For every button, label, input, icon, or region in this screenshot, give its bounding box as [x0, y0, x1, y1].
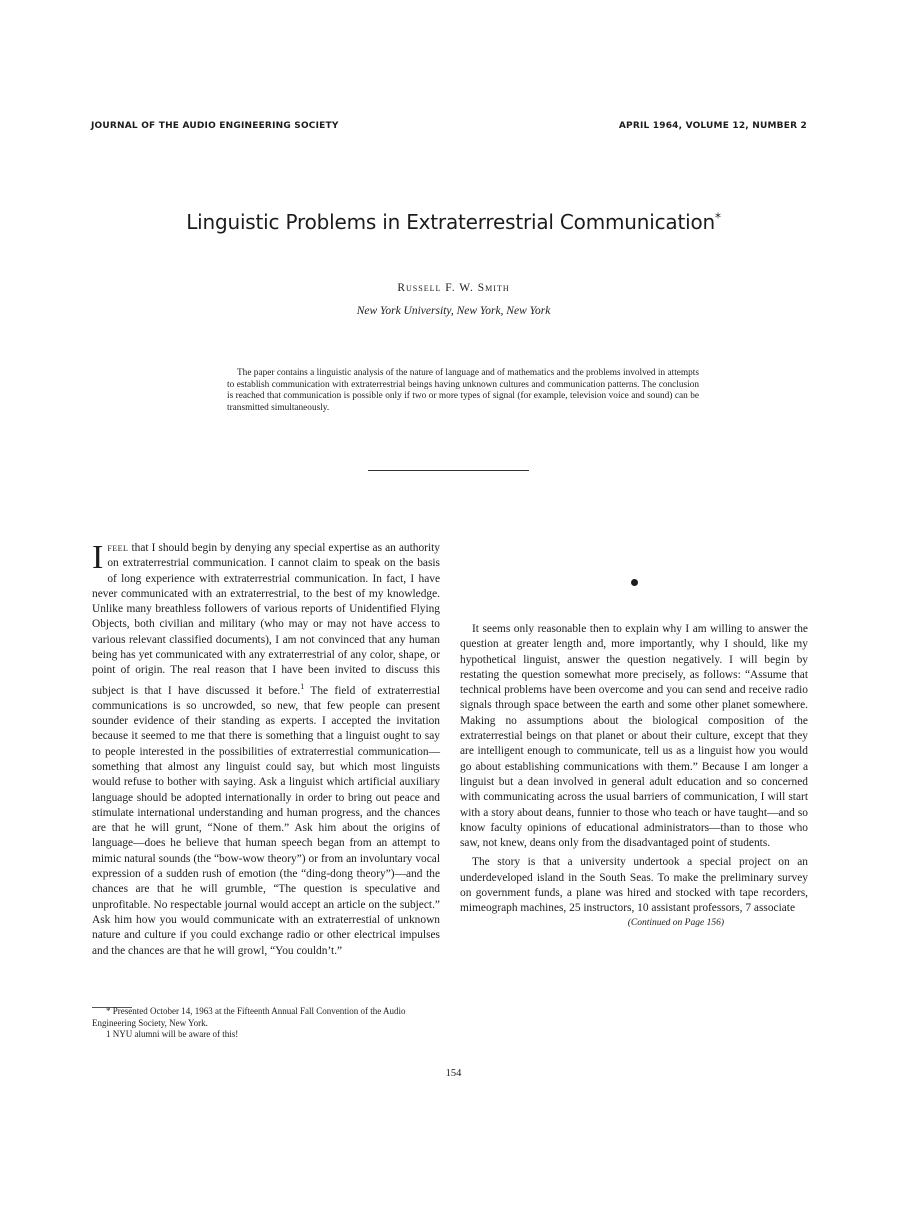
author-name: Russell F. W. Smith	[397, 282, 510, 294]
article-title	[0, 210, 907, 234]
continued-note: (Continued on Page 156)	[627, 917, 724, 928]
title-footnote-mark: *	[714, 210, 721, 225]
lead-in-words: feel	[107, 542, 129, 554]
section-break-dot	[631, 579, 638, 586]
column-left	[92, 541, 440, 959]
footnote-star: * Presented October 14, 1963 at the Fifteenth Annual Fall Convention of the Audio Engineering Society, New York.	[92, 1006, 406, 1028]
running-head-issue: APRIL 1964, VOLUME 12, NUMBER 2	[618, 121, 807, 131]
abstract: The paper contains a linguistic analysis of the nature of language and of mathematics and the problems involved in attempts to establish communication with extraterrestrial beings having unknown cultures and communication patterns. The conclusion is reached that communication is possible only if two or more types of signal (for example, television voice and sound) can be transmitted simultaneously.	[227, 368, 699, 413]
footnote-ref-1: 1	[300, 681, 305, 691]
paragraph-reasoning: It seems only reasonable then to explain why I am willing to answer the question at greater length and, more importantly, why I should, like my hypothetical linguist, answer the question negatively. I will begin by restating the question somewhat more precisely, as follows: “Assume that technical problems have been overcome and you can send and receive radio signals through space between the earth and some other planet somewhere. Making no assumptions about the biological composition of the extraterrestial beings on that planet or about their culture, except that they are intelligent enough to communicate, tell us as a linguist how you would go about establishing communications with them.” Because I am longer a linguist but a dean involved in general adult education and so concerned with communicating across the usual barriers of communication, I will start with a story about deans, funnier to those who teach or have taught—and so know faculty opinions of educational administrators—than to those who saw, not knew, deans only from the disadvantaged point of students.	[460, 623, 808, 850]
footnote-1: 1 NYU alumni will be aware of this!	[106, 1029, 239, 1039]
running-head-journal: JOURNAL OF THE AUDIO ENGINEERING SOCIETY	[91, 121, 339, 131]
paragraph-intro-text-a: that I should begin by denying any special expertise as an authority on extraterrestrial communication. I cannot claim to speak on the basis of long experience with extraterrestrial communication. In fact, I have never communicated with an extraterrestrial, to the best of my knowledge. Unlike many breathless followers of various reports of Unidentified Flying Objects, both civilian and military (who may or may not have access to various relevant classified documents), I am not convinced that any human being has yet communicated with any extraterrestrial of any color, shape, or point of origin. The real reason that I have been invited to discuss this subject is that I have discussed it before.	[92, 542, 440, 697]
page-number: 154	[445, 1068, 462, 1079]
paragraph-intro	[92, 541, 440, 959]
article-title-text: Linguistic Problems in Extraterrestrial Communication	[186, 210, 715, 234]
column-right	[460, 541, 808, 929]
paragraph-intro-text-b: The field of extraterrestial communications is so uncrowded, so new, that few people can present sounder evidence of their standing as experts. I accepted the invitation because it seemed to me that there is something that a linguist ought to say to people interested in the possibilities of extraterrestial communication—something that almost any linguist could say, but which most linguists would refuse to bother with saying. Ask a linguist which artificial auxiliary language should be adopted internationally in order to bring out peace and stimulate international understanding and human progress, and the chances are that he will grunt, “None of them.” Ask him about the origins of language—does he believe that human speech began from an attempt to mimic natural sounds (the “bow-wow theory”) or from an involuntary vocal expression of a sudden rush of emotion (the “ding-dong theory”)—and the chances are that he will grumble, “The question is speculative and unprofitable. No respectable journal would accept an article on the subject.” Ask him how you would communicate with an extraterrestial of unknown nature and culture if you could exchange radio or other electrical impulses and the chances are that he will growl, “You couldn’t.”	[92, 684, 440, 957]
section-divider	[368, 470, 529, 471]
paragraph-story: The story is that a university undertook a special project on an underdeveloped island in the South Seas. To make the preliminary survey on government funds, a plane was hired and stocked with tape recorders, mimeograph machines, 25 instructors, 10 assistant professors, 7 associate	[460, 856, 808, 915]
author-affiliation: New York University, New York, New York	[356, 305, 551, 317]
drop-cap: I	[92, 539, 104, 576]
footnotes	[92, 1006, 440, 1041]
